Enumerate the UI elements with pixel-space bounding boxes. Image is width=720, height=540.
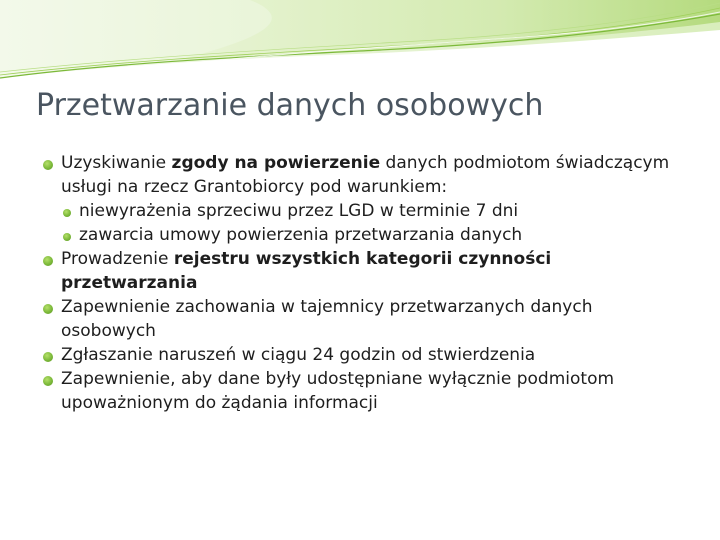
bullet-icon bbox=[43, 376, 53, 386]
bold-text: zgody na powierzenie bbox=[171, 153, 381, 173]
bullet-item bbox=[42, 343, 682, 367]
bullet-item bbox=[42, 367, 682, 415]
text: danych podmiotom świadczącym usługi na rzecz Grantobiorcy pod warunkiem: bbox=[61, 153, 670, 197]
slide-title: Przetwarzanie danych osobowych bbox=[36, 88, 544, 123]
text: Zgłaszanie naruszeń w ciągu 24 godzin od stwierdzenia bbox=[61, 345, 536, 365]
bullet-item bbox=[42, 151, 682, 199]
text: niewyrażenia sprzeciwu przez LGD w terminie 7 dni bbox=[79, 201, 519, 221]
bullet-icon bbox=[43, 352, 53, 362]
bullet-icon bbox=[43, 256, 53, 266]
text: zawarcia umowy powierzenia przetwarzania danych bbox=[79, 225, 523, 245]
text: Prowadzenie bbox=[61, 249, 174, 269]
bullet-item bbox=[42, 295, 682, 343]
text: Uzyskiwanie bbox=[61, 153, 172, 173]
sub-bullet-item bbox=[62, 199, 682, 223]
text: Zapewnienie, aby dane były udostępniane wyłącznie podmiotom upoważnionym do żądania informacji bbox=[61, 369, 615, 413]
bullet-list bbox=[42, 151, 682, 415]
text: Zapewnienie zachowania w tajemnicy przetwarzanych danych osobowych bbox=[61, 297, 593, 341]
bullet-icon bbox=[63, 209, 71, 217]
bold-text: rejestru wszystkich kategorii czynności przetwarzania bbox=[61, 249, 552, 293]
bullet-icon bbox=[43, 304, 53, 314]
sub-bullet-item bbox=[62, 223, 682, 247]
bullet-item bbox=[42, 247, 682, 295]
bullet-icon bbox=[63, 233, 71, 241]
bullet-icon bbox=[43, 160, 53, 170]
decorative-wave-header bbox=[0, 0, 720, 90]
